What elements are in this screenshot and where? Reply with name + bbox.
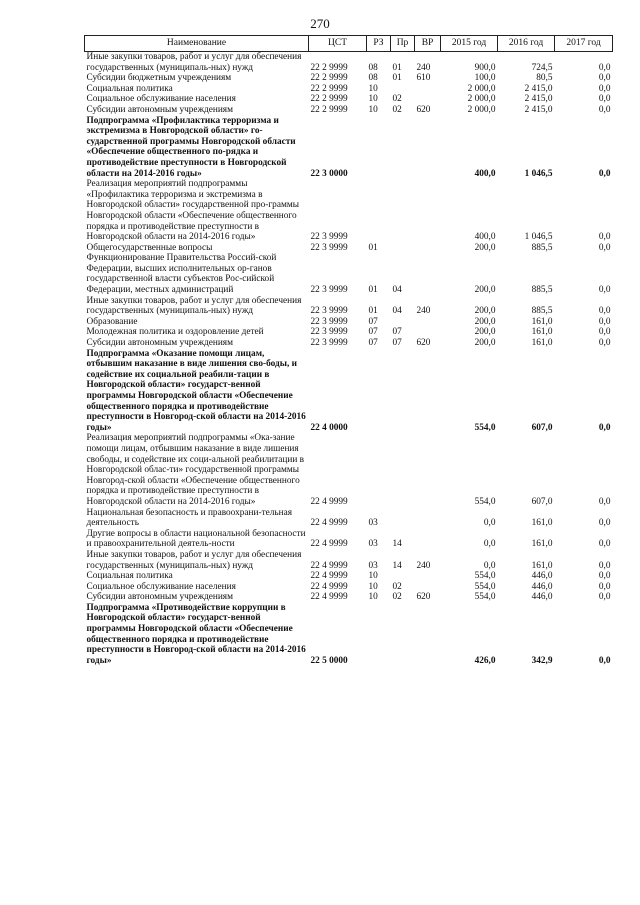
cell-rz: 10 [368, 83, 378, 94]
cell-vr [415, 94, 441, 105]
cell-name: Иные закупки товаров, работ и услуг для обеспечения государственных (муниципаль-ных) нужд [86, 295, 302, 317]
cell-2016: 161,0 [531, 539, 553, 550]
cell-name: Социальное обслуживание населения [86, 581, 236, 592]
cell-cst: 22 5 0000 [310, 655, 348, 666]
cell-pr: 02 [392, 581, 402, 592]
cell-2017: 0,0 [598, 242, 611, 253]
cell-2016: 1 046,5 [524, 232, 553, 243]
cell-2015: 200,0 [474, 316, 496, 327]
cell-2015: 0,0 [483, 560, 496, 571]
cell-vr [415, 179, 441, 243]
cell-rz [367, 433, 391, 507]
table-row [85, 317, 613, 328]
table-row [85, 327, 613, 338]
cell-cst: 22 3 9999 [310, 285, 348, 296]
cell-cst: 22 4 9999 [310, 581, 348, 592]
cell-cst: 22 2 9999 [310, 83, 348, 94]
cell-rz: 08 [368, 62, 378, 73]
cell-name: Субсидии автономным учреждениям [86, 592, 233, 603]
cell-cst: 22 4 9999 [310, 539, 348, 550]
subprogram-row [85, 603, 613, 667]
cell-2015: 554,0 [474, 592, 496, 603]
cell-name: Подпрограмма «Профилактика терроризма и экстремизма в Новгородской области» го-сударственной программы Новгородской области «Обеспечение общественного по-рядка и противодействие преступности в Новгородской области на 2014-2016 годы» [86, 115, 296, 179]
cell-vr [415, 253, 441, 295]
cell-rz: 03 [368, 560, 378, 571]
cell-vr [415, 349, 441, 434]
header-rz: РЗ [367, 36, 391, 52]
cell-name: Субсидии автономным учреждениям [86, 338, 233, 349]
cell-cst: 22 4 9999 [310, 518, 348, 529]
cell-2017: 0,0 [598, 539, 611, 550]
cell-name: Субсидии автономным учреждениям [86, 104, 233, 115]
cell-2015: 200,0 [474, 285, 496, 296]
table-row [85, 52, 613, 74]
cell-2015: 900,0 [474, 62, 496, 73]
cell-cst: 22 3 9999 [310, 316, 348, 327]
cell-name: Молодежная политика и оздоровление детей [86, 327, 264, 338]
table-row [85, 592, 613, 603]
cell-2016: 2 415,0 [524, 94, 553, 105]
cell-2017: 0,0 [598, 73, 611, 84]
cell-2017: 0,0 [598, 571, 611, 582]
cell-cst: 22 3 9999 [310, 327, 348, 338]
cell-rz: 10 [368, 571, 378, 582]
header-2015: 2015 год [441, 36, 498, 52]
cell-name: Общегосударственные вопросы [86, 242, 213, 253]
cell-name: Другие вопросы в области национальной безопасности и правоохранительной деятель-ности [86, 528, 306, 550]
cell-2015: 400,0 [474, 168, 496, 179]
cell-pr: 14 [392, 539, 402, 550]
cell-rz [367, 116, 391, 180]
table-row [85, 338, 613, 349]
cell-2017: 0,0 [598, 104, 611, 115]
cell-name: Образование [86, 316, 138, 327]
cell-pr: 02 [392, 104, 402, 115]
cell-vr [415, 582, 441, 593]
cell-name: Иные закупки товаров, работ и услуг для обеспечения государственных (муниципаль-ных) нужд [86, 549, 302, 571]
cell-2016: 885,5 [531, 242, 553, 253]
cell-2016: 446,0 [531, 581, 553, 592]
cell-cst: 22 4 0000 [310, 422, 348, 433]
cell-cst: 22 3 9999 [310, 306, 348, 317]
cell-pr [391, 317, 415, 328]
cell-2015: 2 000,0 [467, 104, 496, 115]
cell-2016: 161,0 [531, 560, 553, 571]
cell-pr: 04 [392, 306, 402, 317]
cell-rz: 10 [368, 94, 378, 105]
cell-rz: 07 [368, 327, 378, 338]
cell-cst: 22 4 9999 [310, 560, 348, 571]
table-row [85, 296, 613, 317]
table-row [85, 73, 613, 84]
subprogram-row [85, 349, 613, 434]
cell-2017: 0,0 [598, 518, 611, 529]
table-row [85, 105, 613, 116]
table-row [85, 253, 613, 295]
cell-2015: 200,0 [474, 338, 496, 349]
cell-cst: 22 2 9999 [310, 73, 348, 84]
cell-cst: 22 2 9999 [310, 62, 348, 73]
cell-2016: 607,0 [531, 422, 553, 433]
cell-rz: 10 [368, 104, 378, 115]
cell-name: Реализация мероприятий подпрограммы «Ока-зание помощи лицам, отбывшим наказание в виде лишения свободы, и содействие их соци-альной реабилитации в Новгородской облас-ти» государственной программы Новгород-ской области «Обеспечение общественного порядка и противодействие преступности в Новгородской области на 2014-2016 годы» [86, 433, 305, 507]
cell-2015: 554,0 [474, 496, 496, 507]
cell-2017: 0,0 [598, 422, 611, 433]
cell-cst: 22 3 9999 [310, 338, 348, 349]
cell-rz [367, 179, 391, 243]
cell-vr [415, 317, 441, 328]
subprogram-row [85, 116, 613, 180]
cell-rz: 07 [368, 316, 378, 327]
cell-2015: 554,0 [474, 422, 496, 433]
cell-vr: 620 [416, 592, 431, 603]
cell-vr [415, 571, 441, 582]
cell-2016: 607,0 [531, 496, 553, 507]
cell-2017: 0,0 [598, 338, 611, 349]
cell-2015: 0,0 [483, 518, 496, 529]
cell-vr [415, 243, 441, 254]
table-body [85, 52, 613, 667]
cell-2015: 200,0 [474, 242, 496, 253]
cell-2016: 80,5 [536, 73, 553, 84]
cell-pr [391, 179, 415, 243]
budget-table [84, 35, 613, 666]
cell-cst: 22 4 9999 [310, 592, 348, 603]
cell-2015: 2 000,0 [467, 94, 496, 105]
cell-name: Социальная политика [86, 571, 173, 582]
cell-pr [391, 433, 415, 507]
cell-2017: 0,0 [598, 62, 611, 73]
cell-2016: 161,0 [531, 327, 553, 338]
header-vr: ВР [415, 36, 441, 52]
cell-vr [415, 433, 441, 507]
cell-vr [415, 116, 441, 180]
cell-pr [391, 603, 415, 667]
cell-cst: 22 2 9999 [310, 94, 348, 105]
header-cst: ЦСТ [309, 36, 367, 52]
cell-vr [415, 529, 441, 550]
cell-pr: 01 [392, 73, 402, 84]
header-2016: 2016 год [498, 36, 555, 52]
cell-name: Социальная политика [86, 83, 173, 94]
cell-2016: 446,0 [531, 571, 553, 582]
table-row [85, 571, 613, 582]
cell-2015: 200,0 [474, 306, 496, 317]
cell-vr: 240 [416, 560, 431, 571]
cell-2015: 2 000,0 [467, 83, 496, 94]
cell-pr [391, 349, 415, 434]
cell-rz [367, 603, 391, 667]
cell-2017: 0,0 [598, 496, 611, 507]
table-row [85, 433, 613, 507]
cell-2017: 0,0 [598, 592, 611, 603]
cell-vr: 240 [416, 62, 431, 73]
header-pr: Пр [391, 36, 415, 52]
cell-vr [415, 84, 441, 95]
cell-2017: 0,0 [598, 655, 611, 666]
cell-vr [415, 327, 441, 338]
cell-vr: 240 [416, 306, 431, 317]
cell-2015: 0,0 [483, 539, 496, 550]
table-row [85, 508, 613, 529]
cell-vr: 620 [416, 104, 431, 115]
cell-2015: 554,0 [474, 571, 496, 582]
cell-rz [367, 349, 391, 434]
cell-cst: 22 2 9999 [310, 104, 348, 115]
cell-pr: 07 [392, 327, 402, 338]
cell-2016: 724,5 [531, 62, 553, 73]
cell-2016: 342,9 [531, 655, 553, 666]
cell-name: Национальная безопасность и правоохрани-тельная деятельность [86, 507, 293, 529]
table-row [85, 529, 613, 550]
cell-2015: 426,0 [474, 655, 496, 666]
cell-rz: 03 [368, 518, 378, 529]
cell-2015: 100,0 [474, 73, 496, 84]
cell-cst: 22 3 0000 [310, 168, 348, 179]
cell-2017: 0,0 [598, 285, 611, 296]
page-number: 270 [310, 16, 330, 31]
cell-name: Функционирование Правительства Россий-ской Федерации, высших исполнительных ор-ганов государственной власти субъектов Рос-сийской Федерации, местных администраций [86, 253, 277, 296]
cell-2017: 0,0 [598, 168, 611, 179]
cell-rz: 03 [368, 539, 378, 550]
cell-pr: 02 [392, 592, 402, 603]
cell-2016: 2 415,0 [524, 104, 553, 115]
cell-2015: 200,0 [474, 327, 496, 338]
cell-2015: 400,0 [474, 232, 496, 243]
cell-vr: 610 [416, 73, 431, 84]
cell-rz: 01 [368, 242, 378, 253]
cell-pr [391, 84, 415, 95]
cell-pr [391, 571, 415, 582]
cell-name: Социальное обслуживание населения [86, 94, 236, 105]
header-name: Наименование [85, 36, 309, 52]
cell-2017: 0,0 [598, 306, 611, 317]
cell-name: Подпрограмма «Оказание помощи лицам, отбывшим наказание в виде лишения сво-боды, и содействие их социальной реабили-тации в Новгородской области» государст-венной программы Новгородской области «Обеспечение общественного порядка и противодействие преступности в Новгород-ской области на 2014-2016 годы» [86, 348, 306, 433]
cell-2017: 0,0 [598, 316, 611, 327]
cell-pr: 02 [392, 94, 402, 105]
cell-name: Иные закупки товаров, работ и услуг для обеспечения государственных (муниципаль-ных) нужд [86, 52, 302, 73]
cell-2016: 161,0 [531, 316, 553, 327]
cell-name: Субсидии бюджетным учреждениям [86, 73, 232, 84]
cell-2017: 0,0 [598, 83, 611, 94]
cell-pr: 01 [392, 62, 402, 73]
cell-pr [391, 116, 415, 180]
cell-2016: 1 046,5 [524, 168, 553, 179]
cell-2016: 161,0 [531, 338, 553, 349]
cell-pr [391, 243, 415, 254]
cell-2016: 161,0 [531, 518, 553, 529]
cell-2015: 554,0 [474, 581, 496, 592]
cell-rz: 01 [368, 285, 378, 296]
table-row [85, 550, 613, 571]
table-row [85, 179, 613, 243]
cell-name: Реализация мероприятий подпрограммы «Профилактика терроризма и экстремизма в Новгородской области» государственной про-граммы Новгородской области «Обеспечение общественного порядка и противодействие преступности в Новгородской области на 2014-2016 годы» [86, 179, 299, 243]
cell-rz: 01 [368, 306, 378, 317]
cell-vr [415, 508, 441, 529]
cell-2017: 0,0 [598, 560, 611, 571]
table-row [85, 582, 613, 593]
cell-vr [415, 603, 441, 667]
table-header-row [85, 36, 613, 52]
cell-2017: 0,0 [598, 94, 611, 105]
cell-pr: 07 [392, 338, 402, 349]
table-row [85, 84, 613, 95]
cell-vr: 620 [416, 338, 431, 349]
cell-2017: 0,0 [598, 581, 611, 592]
cell-2016: 446,0 [531, 592, 553, 603]
cell-name: Подпрограмма «Противодействие коррупции в Новгородской области» государст-венной программы Новгородской области «Обеспечение общественного порядка и противодействие преступности в Новгород-ской области на 2014-2016 годы» [86, 602, 306, 666]
header-2017: 2017 год [555, 36, 613, 52]
cell-2016: 885,5 [531, 306, 553, 317]
cell-pr: 14 [392, 560, 402, 571]
cell-cst: 22 3 9999 [310, 242, 348, 253]
cell-rz: 10 [368, 592, 378, 603]
cell-2016: 885,5 [531, 285, 553, 296]
cell-2016: 2 415,0 [524, 83, 553, 94]
cell-rz: 10 [368, 581, 378, 592]
cell-2017: 0,0 [598, 232, 611, 243]
cell-rz: 08 [368, 73, 378, 84]
table-row [85, 243, 613, 254]
cell-cst: 22 4 9999 [310, 571, 348, 582]
cell-2017: 0,0 [598, 327, 611, 338]
cell-rz: 07 [368, 338, 378, 349]
cell-cst: 22 4 9999 [310, 496, 348, 507]
cell-cst: 22 3 9999 [310, 232, 348, 243]
table-row [85, 94, 613, 105]
cell-pr [391, 508, 415, 529]
cell-pr: 04 [392, 285, 402, 296]
